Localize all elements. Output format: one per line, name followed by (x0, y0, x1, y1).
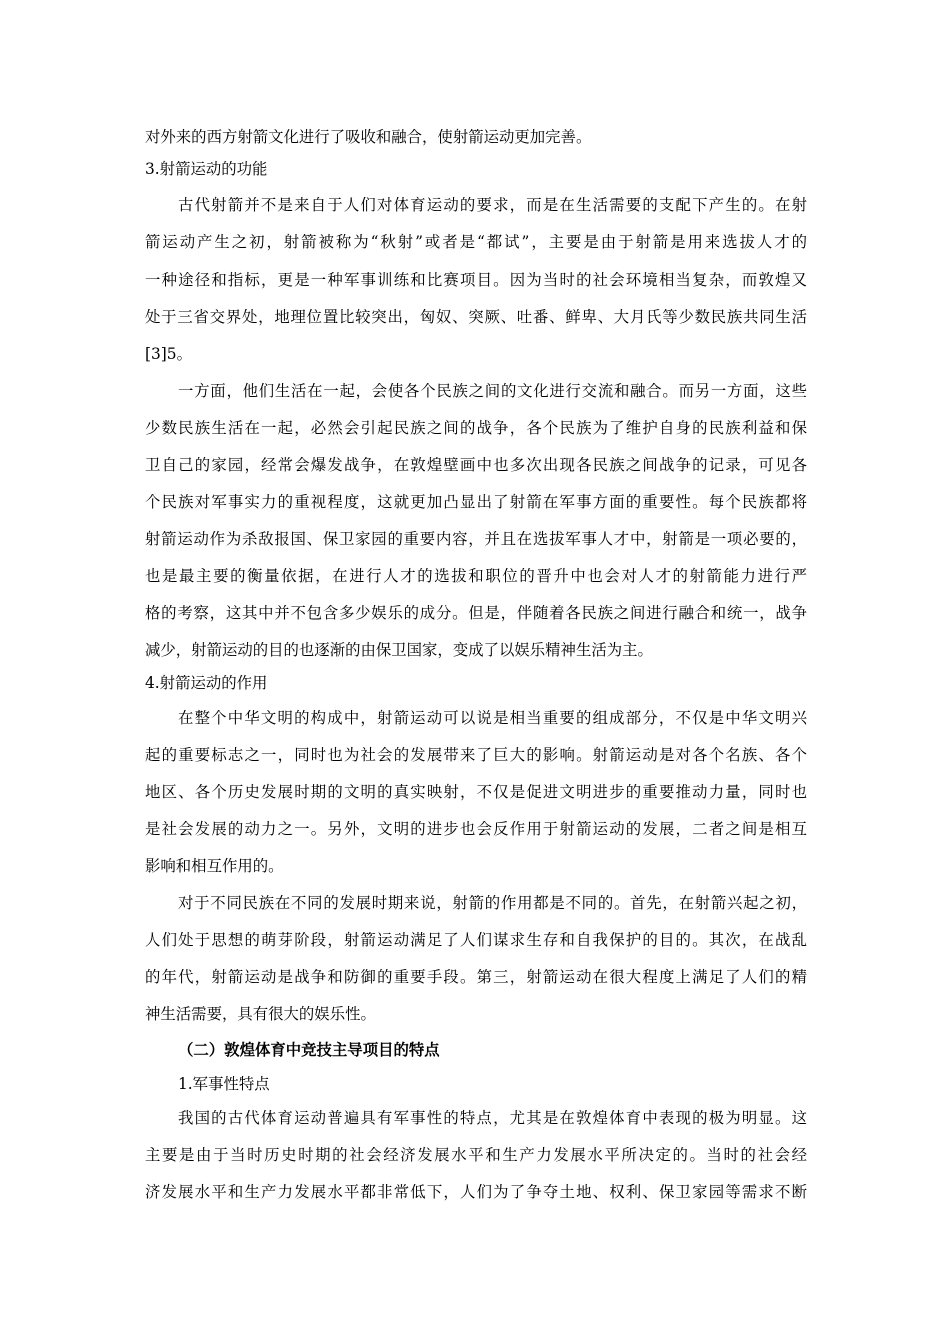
paragraph-line: 也是最主要的衡量依据，在进行人才的选拔和职位的晋升中也会对人才的射箭能力进行严 (145, 567, 807, 585)
paragraph-line: 影响和相互作用的。 (145, 857, 284, 875)
paragraph-line: 在整个中华文明的构成中，射箭运动可以说是相当重要的组成部分，不仅是中华文明兴 (178, 709, 807, 727)
paragraph-line: 是社会发展的动力之一。另外，文明的进步也会反作用于射箭运动的发展，二者之间是相互 (145, 820, 807, 838)
paragraph-line: 神生活需要，具有很大的娱乐性。 (145, 1005, 376, 1023)
section-heading-military-features: 1.军事性特点 (178, 1075, 270, 1093)
paragraph-line: 济发展水平和生产力发展水平都非常低下，人们为了争夺土地、权利、保卫家园等需求不断 (145, 1183, 807, 1201)
paragraph-line: 个民族对军事实力的重视程度，这就更加凸显出了射箭在军事方面的重要性。每个民族都将 (145, 493, 807, 511)
paragraph-line: 射箭运动作为杀敌报国、保卫家园的重要内容，并且在选拔军事人才中，射箭是一项必要的， (145, 530, 807, 548)
paragraph-line: 人们处于思想的萌芽阶段，射箭运动满足了人们谋求生存和自我保护的目的。其次，在战乱 (145, 931, 807, 949)
paragraph-line: 一种途径和指标，更是一种军事训练和比赛项目。因为当时的社会环境相当复杂，而敦煌又 (145, 271, 807, 289)
paragraph-line: 卫自己的家园，经常会爆发战争，在敦煌壁画中也多次出现各民族之间战争的记录，可见各 (145, 456, 807, 474)
paragraph-line: 的年代，射箭运动是战争和防御的重要手段。第三，射箭运动在很大程度上满足了人们的精 (145, 968, 807, 986)
paragraph-line: 箭运动产生之初，射箭被称为“秋射”或者是“都试”，主要是由于射箭是用来选拔人才的 (145, 233, 807, 251)
paragraph-line: 减少，射箭运动的目的也逐渐的由保卫国家，变成了以娱乐精神生活为主。 (145, 641, 653, 659)
paragraph-line: 少数民族生活在一起，必然会引起民族之间的战争，各个民族为了维护自身的民族利益和保 (145, 419, 807, 437)
paragraph-line: 对于不同民族在不同的发展时期来说，射箭的作用都是不同的。首先，在射箭兴起之初， (178, 894, 807, 912)
paragraph-line: 主要是由于当时历史时期的社会经济发展水平和生产力发展水平所决定的。当时的社会经 (145, 1146, 807, 1164)
citation-line: [3]5。 (145, 345, 192, 363)
section-heading-archery-role: 4.射箭运动的作用 (145, 674, 268, 692)
chapter-heading-competitive-features: （二）敦煌体育中竞技主导项目的特点 (178, 1041, 440, 1059)
paragraph-line: 格的考察，这其中并不包含多少娱乐的成分。但是，伴随着各民族之间进行融合和统一，战争 (145, 604, 807, 622)
paragraph-line: 我国的古代体育运动普遍具有军事性的特点，尤其是在敦煌体育中表现的极为明显。这 (178, 1109, 807, 1127)
paragraph-line: 一方面，他们生活在一起，会使各个民族之间的文化进行交流和融合。而另一方面，这些 (178, 382, 807, 400)
paragraph-line: 处于三省交界处，地理位置比较突出，匈奴、突厥、吐番、鲜卑、大月氏等少数民族共同生活 (145, 308, 807, 326)
paragraph-line: 古代射箭并不是来自于人们对体育运动的要求，而是在生活需要的支配下产生的。在射 (178, 196, 807, 214)
paragraph-line: 起的重要标志之一，同时也为社会的发展带来了巨大的影响。射箭运动是对各个名族、各个 (145, 746, 807, 764)
section-heading-archery-function: 3.射箭运动的功能 (145, 160, 268, 178)
paragraph-continuation-line: 对外来的西方射箭文化进行了吸收和融合，使射箭运动更加完善。 (145, 128, 592, 146)
paragraph-line: 地区、各个历史发展时期的文明的真实映射，不仅是促进文明进步的重要推动力量，同时也 (145, 783, 807, 801)
